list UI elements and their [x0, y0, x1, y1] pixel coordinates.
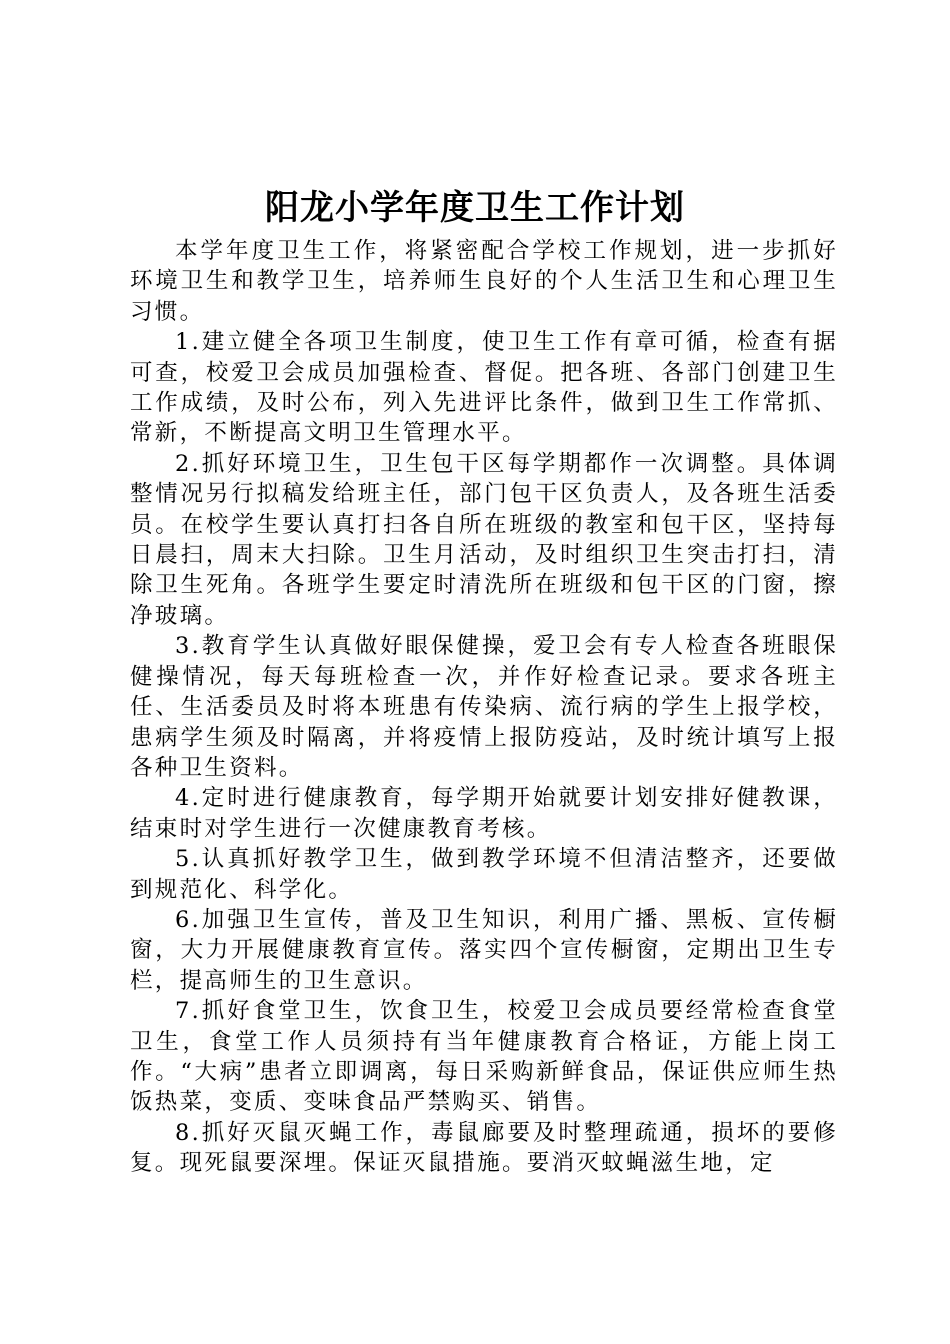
paragraph-item-4: 4.定时进行健康教育，每学期开始就要计划安排好健教课，结束时对学生进行一次健康教育考核。 — [130, 785, 838, 842]
paragraph-item-6: 6.加强卫生宣传，普及卫生知识，利用广播、黑板、宣传橱窗，大力开展健康教育宣传。落实四个宣传橱窗，定期出卫生专栏，提高师生的卫生意识。 — [130, 906, 838, 994]
paragraph-item-2: 2.抓好环境卫生，卫生包干区每学期都作一次调整。具体调整情况另行拟稿发给班主任，部门包干区负责人，及各班生活委员。在校学生要认真打扫各自所在班级的教室和包干区，坚持每日晨扫，周末大扫除。卫生月活动，及时组织卫生突击打扫，清除卫生死角。各班学生要定时清洗所在班级和包干区的门窗，擦净玻璃。 — [130, 450, 838, 629]
page-title: 阳龙小学年度卫生工作计划 — [265, 188, 685, 228]
paragraph-item-7: 7.抓好食堂卫生，饮食卫生，校爱卫会成员要经常检查食堂卫生，食堂工作人员须持有当年健康教育合格证，方能上岗工作。“大病”患者立即调离，每日采购新鲜食品，保证供应师生热饭热菜，变质、变味食品严禁购买、销售。 — [130, 998, 838, 1116]
paragraph-item-5: 5.认真抓好教学卫生，做到教学环境不但清洁整齐，还要做到规范化、科学化。 — [130, 846, 838, 903]
intro-paragraph: 本学年度卫生工作，将紧密配合学校工作规划，进一步抓好环境卫生和教学卫生，培养师生良好的个人生活卫生和心理卫生习惯。 — [130, 238, 838, 325]
paragraph-item-8: 8.抓好灭鼠灭蝇工作，毒鼠廊要及时整理疏通，损坏的要修复。现死鼠要深埋。保证灭鼠措施。要消灭蚊蝇滋生地，定 — [130, 1119, 838, 1177]
paragraph-item-1: 1.建立健全各项卫生制度，使卫生工作有章可循，检查有据可查，校爱卫会成员加强检查、督促。把各班、各部门创建卫生工作成绩，及时公布，列入先进评比条件，做到卫生工作常抓、常新，不断提高文明卫生管理水平。 — [130, 329, 838, 447]
document-body — [130, 236, 838, 1179]
paragraph-item-3: 3.教育学生认真做好眼保健操，爱卫会有专人检查各班眼保健操情况，每天每班检查一次，并作好检查记录。要求各班主任、生活委员及时将本班患有传染病、流行病的学生上报学校，患病学生须及时隔离，并将疫情上报防疫站，及时统计填写上报各种卫生资料。 — [130, 633, 838, 781]
